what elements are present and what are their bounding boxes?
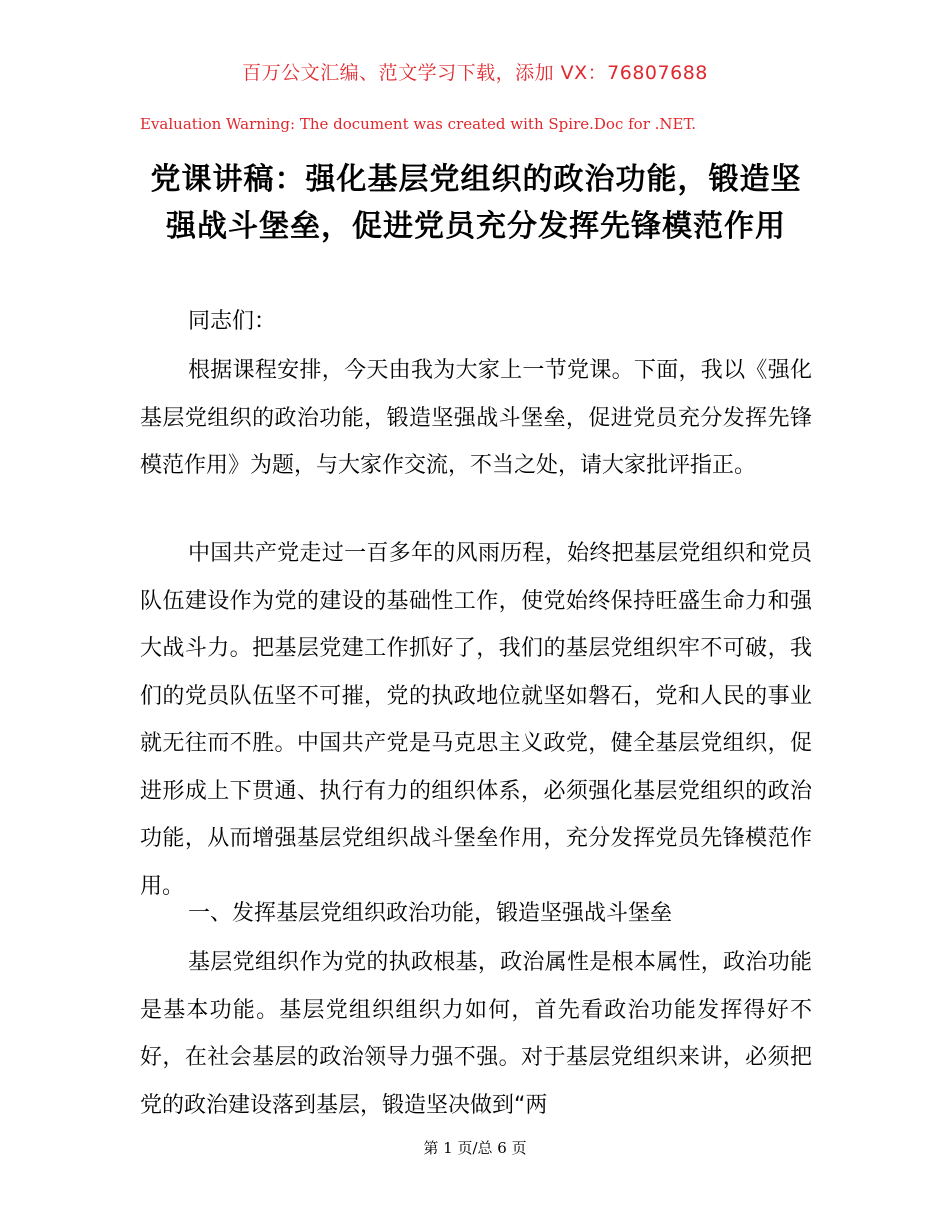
page-number-footer: 第 1 页/总 6 页: [423, 1139, 527, 1157]
evaluation-warning: Evaluation Warning: The document was created with Spire.Doc for .NET.: [140, 115, 697, 133]
document-title: 党课讲稿：强化基层党组织的政治功能，锻造坚强战斗堡垒，促进党员充分发挥先锋模范作用: [150, 162, 802, 244]
paragraph-background: 中国共产党走过一百多年的风雨历程，始终把基层党组织和党员队伍建设作为党的建设的基础性工作，使党始终保持旺盛生命力和强大战斗力。把基层党建工作抓好了，我们的基层党组织牢不可破，我们的党员队伍坚不可摧，党的执政地位就坚如磐石，党和人民的事业就无往而不胜。中国共产党是马克思主义政党，健全基层党组织，促进形成上下贯通、执行有力的组织体系，必须强化基层党组织的政治功能，从而增强基层党组织战斗堡垒作用，充分发挥党员先锋模范作用。: [140, 541, 812, 899]
section-heading-1: 一、发挥基层党组织政治功能，锻造坚强战斗堡垒: [188, 901, 673, 926]
paragraph-section-1: 基层党组织作为党的执政根基，政治属性是根本属性，政治功能是基本功能。基层党组织组织力如何，首先看政治功能发挥得好不好，在社会基层的政治领导力强不强。对于基层党组织来讲，必须把党的政治建设落到基层，锻造坚决做到“两: [140, 950, 812, 1118]
paragraph-intro: 根据课程安排，今天由我为大家上一节党课。下面，我以《强化基层党组织的政治功能，锻造坚强战斗堡垒，促进党员充分发挥先锋模范作用》为题，与大家作交流，不当之处，请大家批评指正。: [140, 358, 812, 478]
salutation: 同志们：: [188, 309, 277, 334]
promo-header: 百万公文汇编、范文学习下载，添加 VX：76807688: [242, 62, 708, 84]
